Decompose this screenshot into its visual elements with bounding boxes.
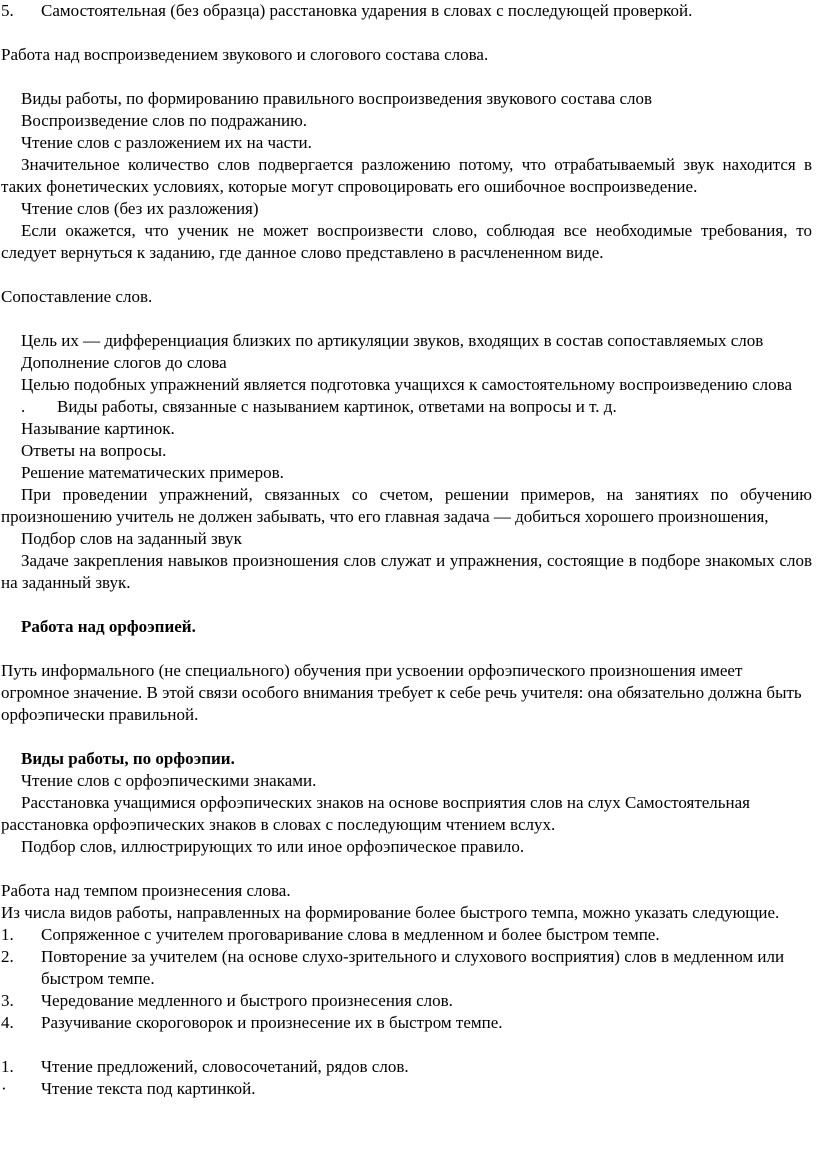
paragraph: Чтение слов с орфоэпическими знаками. bbox=[21, 771, 317, 790]
paragraph: Виды работы, по формированию правильного воспроизведения звукового состава слов bbox=[21, 89, 653, 108]
paragraph: Называние картинок. bbox=[21, 419, 175, 438]
paragraph: Целью подобных упражнений является подготовка учащихся к самостоятельному воспроизведению слова bbox=[21, 375, 792, 394]
numbered-item-last bbox=[1, 1056, 812, 1078]
bullet-item bbox=[1, 1078, 812, 1100]
item-number: 4. bbox=[1, 1013, 14, 1032]
item-text: Чтение текста под картинкой. bbox=[41, 1079, 256, 1098]
tempo-list-item bbox=[1, 990, 812, 1012]
item-text: Разучивание скороговорок и произнесение их в быстром темпе. bbox=[41, 1013, 503, 1032]
paragraph: Подбор слов, иллюстрирующих то или иное орфоэпическое правило. bbox=[21, 837, 525, 856]
heading-sound-composition: Работа над воспроизведением звукового и слогового состава слова. bbox=[1, 45, 489, 64]
item-number: 2. bbox=[1, 947, 14, 966]
bullet-icon: · bbox=[1, 1079, 7, 1098]
item-number: 1. bbox=[1, 1057, 14, 1076]
tempo-list-item bbox=[1, 946, 812, 990]
tempo-list-item bbox=[1, 924, 812, 946]
paragraph: Ответы на вопросы. bbox=[21, 441, 167, 460]
heading-word-comparison: Сопоставление слов. bbox=[1, 287, 153, 306]
paragraph: Расстановка учащимися орфоэпических знаков на основе восприятия слов на слух Самостоятельная расстановка орфоэпических знаков в словах с последующим чтением вслух. bbox=[1, 793, 750, 834]
numbered-item-5 bbox=[1, 0, 812, 22]
paragraph: Дополнение слогов до слова bbox=[21, 353, 227, 372]
dotted-item bbox=[1, 396, 812, 418]
paragraph: Цель их — дифференциация близких по артикуляции звуков, входящих в состав сопоставляемых слов bbox=[21, 331, 764, 350]
paragraph: Подбор слов на заданный звук bbox=[21, 529, 242, 548]
paragraph: Решение математических примеров. bbox=[21, 463, 284, 482]
paragraph: Задаче закрепления навыков произношения слов служат и упражнения, состоящие в подборе знакомых слов на заданный звук. bbox=[1, 551, 812, 592]
item-text: Самостоятельная (без образца) расстановка ударения в словах с последующей проверкой. bbox=[41, 1, 693, 20]
item-number: 1. bbox=[1, 925, 14, 944]
paragraph: Если окажется, что ученик не может воспроизвести слово, соблюдая все необходимые требования, то следует вернуться к заданию, где данное слово представлено в расчлененном виде. bbox=[1, 221, 812, 262]
paragraph: Значительное количество слов подвергается разложению потому, что отрабатываемый звук находится в таких фонетических условиях, которые могут спровоцировать его ошибочное воспроизведение. bbox=[1, 155, 812, 196]
paragraph: Воспроизведение слов по подражанию. bbox=[21, 111, 308, 130]
item-text: Чтение предложений, словосочетаний, рядов слов. bbox=[41, 1057, 409, 1076]
heading-orthoepy: Работа над орфоэпией. bbox=[21, 617, 196, 636]
paragraph: Чтение слов с разложением их на части. bbox=[21, 133, 312, 152]
heading-tempo: Работа над темпом произнесения слова. bbox=[1, 881, 291, 900]
item-text: Сопряженное с учителем проговаривание слова в медленном и более быстром темпе. bbox=[41, 925, 660, 944]
paragraph: Из числа видов работы, направленных на формирование более быстрого темпа, можно указать следующие. bbox=[1, 903, 780, 922]
tempo-list-item bbox=[1, 1012, 812, 1034]
paragraph: При проведении упражнений, связанных со счетом, решении примеров, на занятиях по обучению произношению учитель не должен забывать, что его главная задача — добиться хорошего произношения, bbox=[1, 485, 812, 526]
item-text: Чередование медленного и быстрого произнесения слов. bbox=[41, 991, 453, 1010]
heading-orthoepy-types: Виды работы, по орфоэпии. bbox=[21, 749, 235, 768]
paragraph: Путь информального (не специального) обучения при усвоении орфоэпического произношения имеет огромное значение. В этой связи особого внимания требует к себе речь учителя: она обязательно должна быть орфоэпически правильной. bbox=[1, 661, 802, 724]
item-number: 5. bbox=[1, 1, 14, 20]
paragraph: Чтение слов (без их разложения) bbox=[21, 199, 259, 218]
item-text: Повторение за учителем (на основе слухо-зрительного и слухового восприятия) слов в медленном или быстром темпе. bbox=[41, 947, 785, 988]
item-number: 3. bbox=[1, 991, 14, 1010]
item-text: Виды работы, связанные с называнием картинок, ответами на вопросы и т. д. bbox=[57, 397, 617, 416]
item-number: . bbox=[21, 397, 26, 416]
